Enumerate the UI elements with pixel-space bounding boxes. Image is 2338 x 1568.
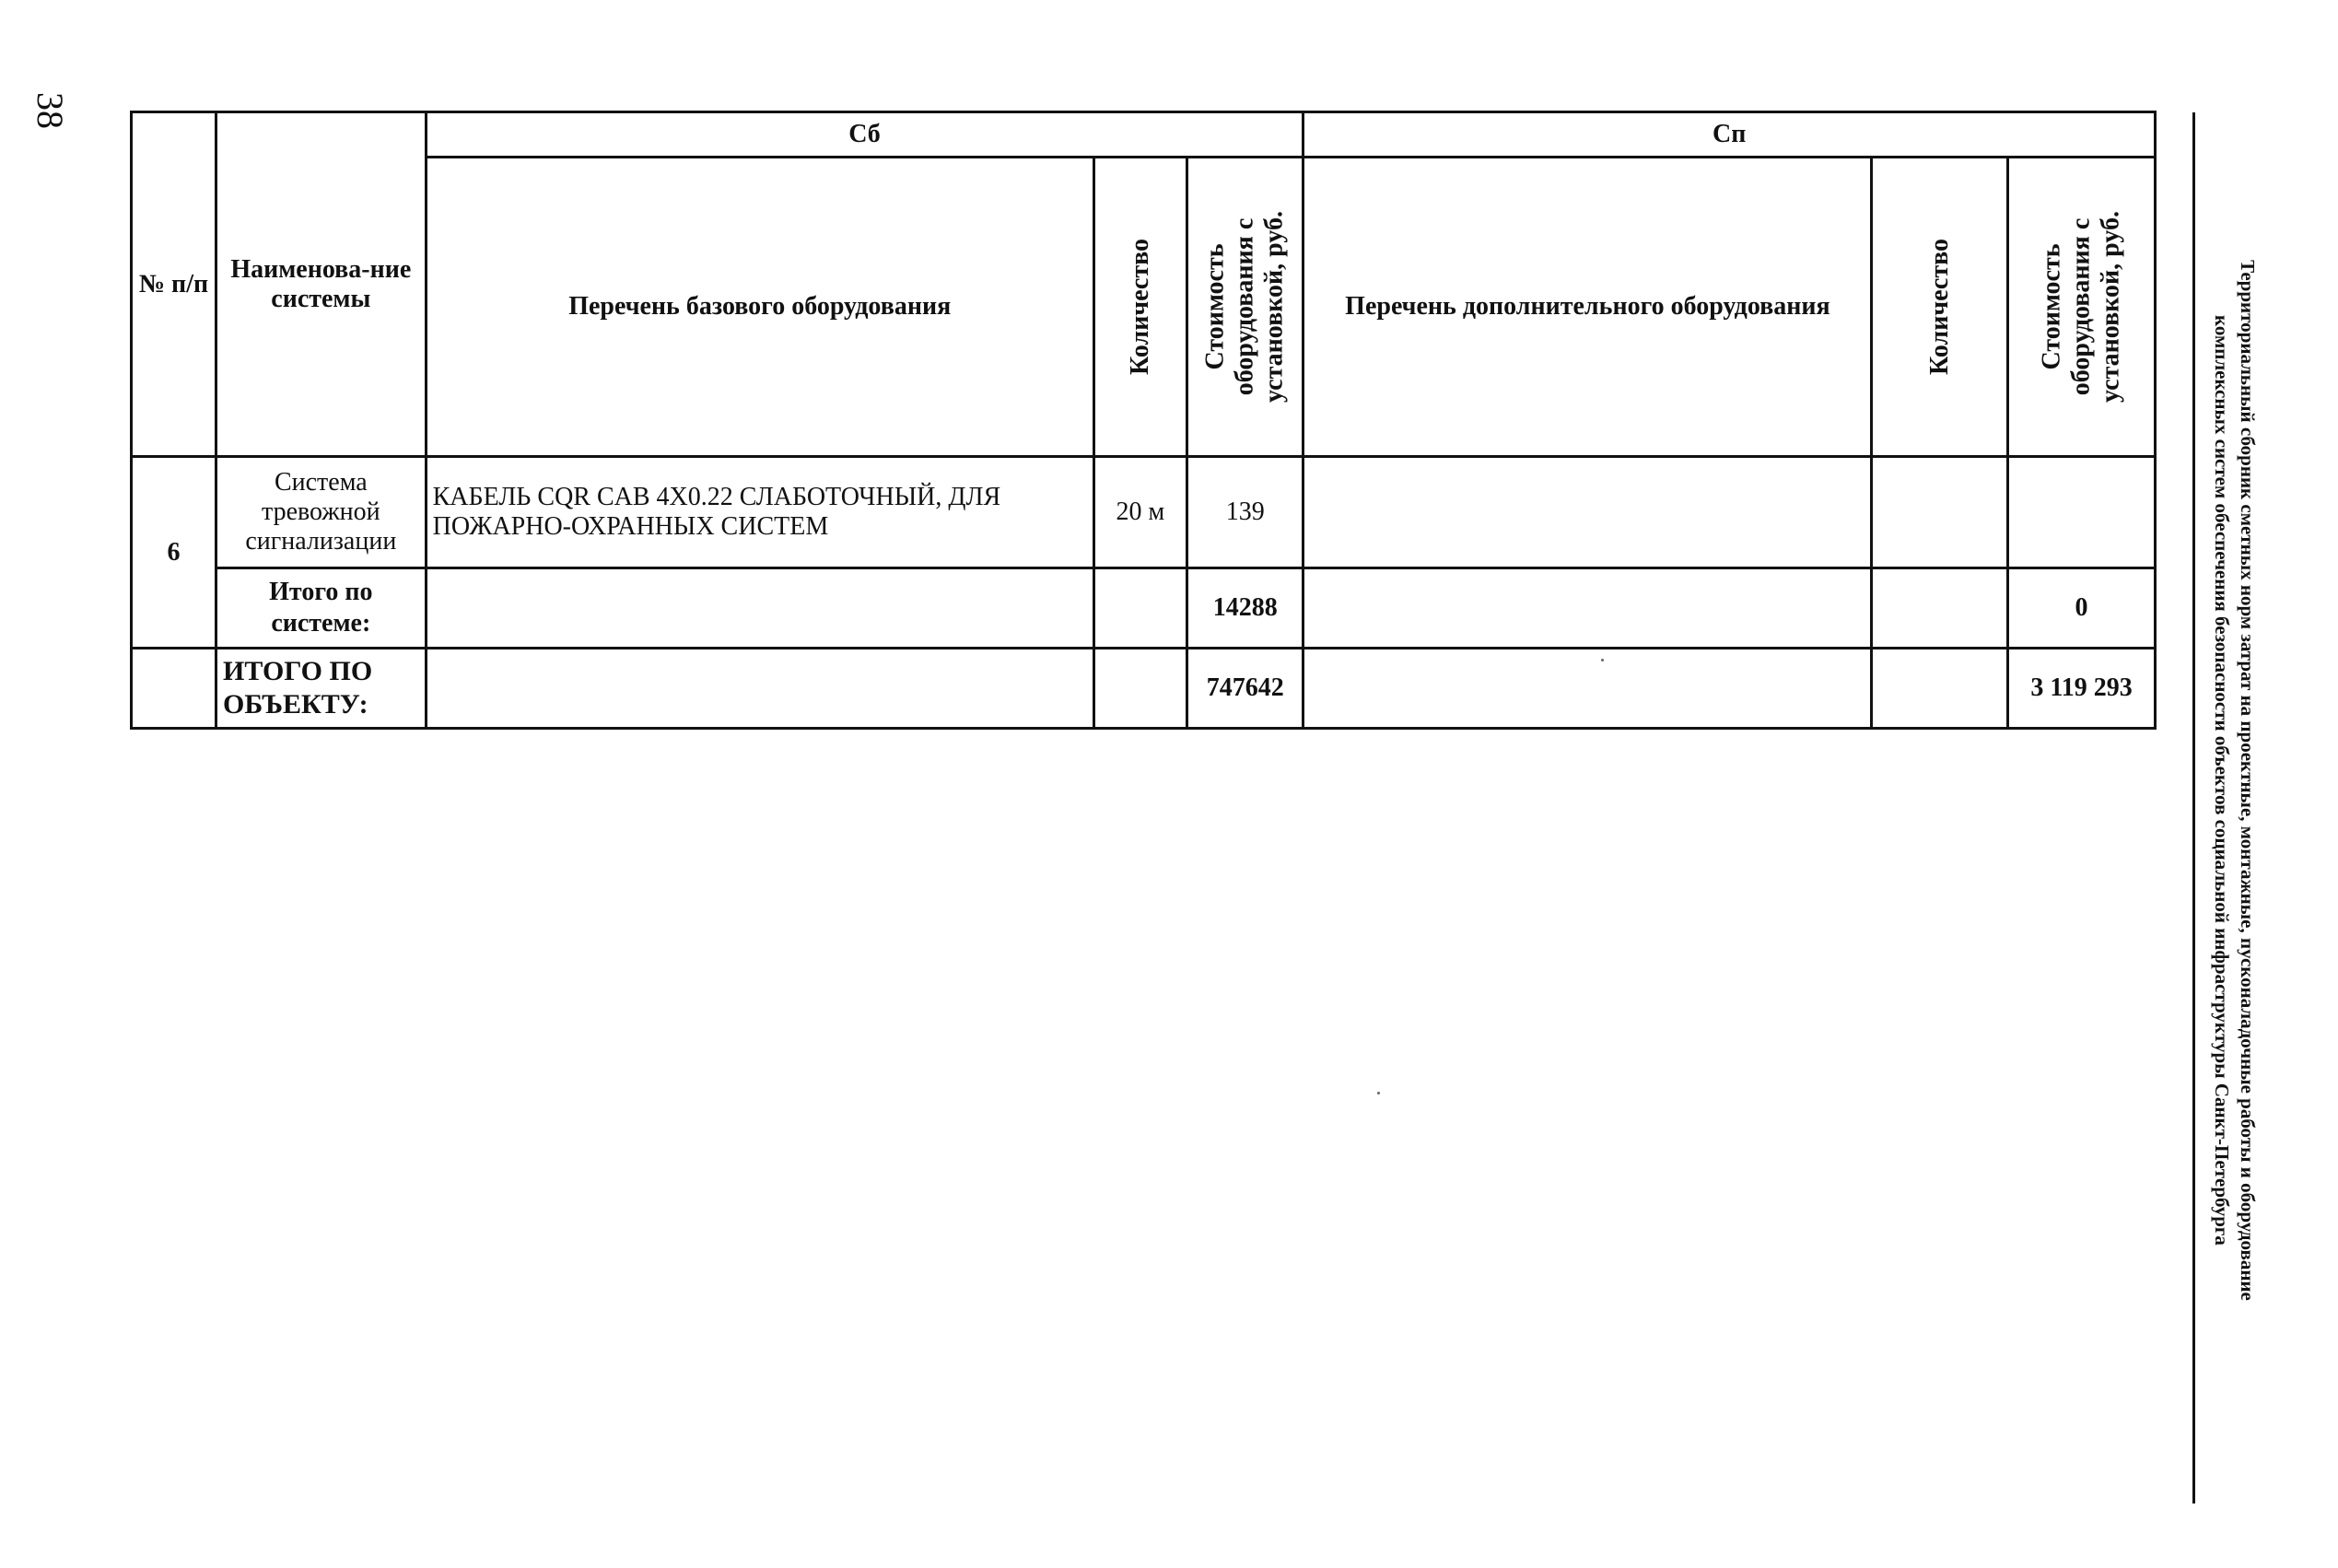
table-row — [132, 457, 2156, 568]
row-add-cost — [2008, 457, 2156, 568]
header-system-name: Наименова-ние системы — [216, 112, 427, 457]
header-base-cost: Стоимость оборудования с установкой, руб. — [1187, 158, 1303, 457]
header-add-qty: Количество — [1872, 158, 2008, 457]
total-base-cost: 747642 — [1187, 649, 1303, 729]
total-add-cost: 3 119 293 — [2008, 649, 2156, 729]
subtotal-row — [132, 568, 2156, 649]
header-add-list: Перечень дополнительного оборудования — [1303, 158, 1872, 457]
running-header — [2208, 112, 2261, 1448]
speck — [1377, 1092, 1380, 1094]
subtotal-add-cost: 0 — [2008, 568, 2156, 649]
header-num: № п/п — [132, 112, 216, 457]
row-add-list — [1303, 457, 1872, 568]
running-header-line-1: Территориальный сборник сметных норм затрат на проектные, монтажные, пусконаладочные работы и оборудование — [2237, 260, 2259, 1301]
header-add-cost: Стоимость оборудования с установкой, руб. — [2008, 158, 2156, 457]
equipment-table — [130, 111, 2157, 730]
row-system-name: Система тревожной сигнализации — [216, 457, 427, 568]
speck — [1601, 659, 1604, 661]
row-base-cost: 139 — [1187, 457, 1303, 568]
page-number: 38 — [29, 92, 71, 129]
row-base-qty: 20 м — [1093, 457, 1187, 568]
header-base-qty: Количество — [1093, 158, 1187, 457]
total-row — [132, 649, 2156, 729]
running-header-line-2: комплексных систем обеспечения безопасности объектов социальной инфраструктуры Санкт-Петербурга — [2210, 315, 2233, 1246]
header-base-list: Перечень базового оборудования — [426, 158, 1093, 457]
subtotal-label: Итого по системе: — [216, 568, 427, 649]
subtotal-base-cost: 14288 — [1187, 568, 1303, 649]
row-add-qty — [1872, 457, 2008, 568]
row-num: 6 — [132, 457, 216, 649]
total-label: ИТОГО ПО ОБЪЕКТУ: — [216, 649, 427, 729]
row-base-item: КАБЕЛЬ CQR CAB 4X0.22 СЛАБОТОЧНЫЙ, ДЛЯ ПОЖАРНО-ОХРАННЫХ СИСТЕМ — [426, 457, 1093, 568]
header-group-sb: Сб — [426, 112, 1303, 158]
header-group-sp: Сп — [1303, 112, 2156, 158]
